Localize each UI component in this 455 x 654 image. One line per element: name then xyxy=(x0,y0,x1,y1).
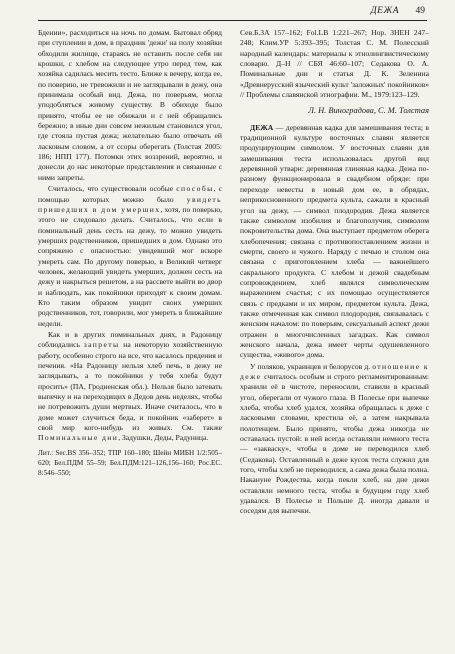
spaced-term: отношение к деже xyxy=(240,361,429,381)
page-number: 49 xyxy=(415,6,425,16)
references: Лит.: Sec.BS 356–352; ТПР 160–180; Шейн МИБН 1/2:505–620; Бел.ПДМ 55–59; Бел.ПДМ:121–126,156–160; Рос.ЕС. 8:546–550; xyxy=(38,448,222,477)
paragraph: Считалось, что существовали особые способы, с помощью которых можно было увидеть пришедших в дом умерших, хотя, по поверью, этого не следовало делать. Считалось, что если в поминальный день сесть на дежу, то можно увидеть умерших родственников, пришедших в дом. Однако это сопряжено с опасностью: увидевший мог вскоре умереть сам. По другому поверью, в Великий четверг человек, желающий увидеть умерших, должен сесть на дежу и накрыться решетом, а на рассвете выйти во двор и наблюдать, как покойники приходят к своим домам. Кто таким образом увидит своих умерших родственников, тот, говорили, мог умереть в ближайшие недели. xyxy=(38,184,223,328)
entry-definition: — деревянная кадка для замешивания теста; в традиционной культуре восточных славян является продуцирующим символом. У восточных славян для замешивания теста использовалась другой вид деревянной утвари: деревянная глиняная кадка. Дежа по-разному функционировала в свадебном обряде: при переходе невесты в новый дом ее, в обрядах, неприкосновенного предмета культа, сажали в красный угол на дежу, — символ плодородия. Дежа является также символом изобилия и благополучия, символом покровительства дома. Она выступает предметом оберега хлебопечения; связана с противопоставлением жизни и смерти, своего и чужого. Наряду с печью и столом она связана с приготовлением хлеба — важнейшего сакрального продукта. С хлебом и дежой свадебным сопровождением, хлеб являлся символическим выражением счастья; с их помощью осуществляется связь с предками и их миром, предметом культа. Дежа, также отмеченная как символ плодородия, связывалась с женским началом: по поверьям, сексуальный аспект дежи отражен в многочисленных загадках. Как символ женского начала, дежа имеет черты одушевленного существа, «живого» дома. xyxy=(240,122,429,360)
spaced-term: способы xyxy=(176,184,214,194)
text-run: Как и в других поминальных днях, в Радоницу соблюдались xyxy=(38,329,222,350)
spaced-term: увидеть пришедших в дом умерших xyxy=(38,194,223,214)
text-run: хотя, по поверью, этого не следовало делать. Считалось, что если в поминальный день сесть на дежу, то можно увидеть умерших родственников, пришедших в дом. Однако это сопряжено с опасностью: увидевший мог вскоре умереть сам. По другому поверью, в Великий четверг человек, желающий увидеть умерших, должен сесть на дежу и накрыться решетом, а на рассвете выйти во двор и наблюдать, как покойники приходят к своим домам. Кто таким образом увидит своих умерших родственников, тот, говорили, мог умереть в ближайшие недели. xyxy=(38,204,223,328)
text-run: что существовали особые xyxy=(87,184,174,194)
left-column xyxy=(38,28,222,478)
text-run: Считалось, xyxy=(48,184,85,194)
text-run: , Задушки, Деды, Радуница. xyxy=(118,433,209,443)
text-run: У поляков, украинцев и белорусов д. xyxy=(250,361,371,371)
entry-paragraph xyxy=(240,123,429,361)
paragraph: Бдении», расходиться на ночь по домам. Бытовал обряд при ступлении в дом, в праздник 'дежи' на полу хозяйки обходили жилище, стараясь не оставить после себя ни крошки, с хлебом на следующее утро перед тем, как хозяйка садилась месить тесто. Ближе к вечеру, когда ее, по поверию, не тревожили и не заглядывали в дежу, она принимала особый вид. Дежа, по поверьям, могла уподобляться живому существу. В обиходе было принято, чтобы ее не обижали и с ней обращались бережно; в иные дни совсем нежилым становился угол, где стояла пустая дежа; желательно было отвечать ей ласковым словом, а от ссоры оберегать (Толстая 2005: 186; НПП 177). Потомки этих воззрений, вероятно, и донесли до нас некоторые представления и связанные с ними запреты. xyxy=(38,28,222,182)
running-head-title: ДЕЖА xyxy=(370,6,399,16)
text-run: с помощью которых можно было xyxy=(38,184,222,204)
article-authors: Л. Н. Виноградова, С. М. Толстая xyxy=(308,106,429,116)
spaced-term: Поминальные дни xyxy=(38,433,119,443)
text-run: считалось особым и строго регламентированным: хранили её в чистоте, переносили, ставили в красный угол, оберегали от чужого глаза. В Полесье при выпечке хлеба, чтобы хлеб удался, хозяйка обращалась к деже с ласковыми словами, крестила её, а затем накрывала полотенцем. Было принято, чтобы дежа никогда не оставалась пустой: в ней всегда оставляли немного теста — «закваску», чтобы в доме не переводился хлеб (Седакова). Оставленный в деже кусок теста служил для того, чтобы хлеб не переводился, а сама дежа была полна. Накануне Рождества, когда пекли хлеб, на дне дежи оставляли немного теста, чтобы в будущем году хлеб удавался. В Полесье и Польше Д. иногда давали и соседям для выпечки. xyxy=(240,372,429,516)
text-run: на некоторую хозяйственную работу, особенно строго на все, что касалось прядения и печения. «На Радоницу нельзя хлеб печь, в дежу не заглядывать, а то покойники у тебя хлеба будут просить» (ПА, Гродненская обл.). Нельзя было затевать выпечку и на переходящих в Дедов день неделях, чтобы не потревожить души мертвых. Иначе считалось, что в доме может случиться беда, и покойник «заберет» в свой мир кого-нибудь из живых. См. также xyxy=(38,340,222,433)
entry-headword: ДЕЖА xyxy=(250,122,274,132)
right-column xyxy=(240,28,429,517)
references-continued: Сев.Б.ЗА 157–162; Fol.LB 1:221–267; Нор. ЗНЕН 247–248; Клим.УР 5:393–395; Толстая С. М. Полесский народный календарь: материалы к этнолингвистическому словарю. Д–Н // СБЯ 46:60–107; Седакова О. А. Поминальные дни и статья Д. К. Зеленина «Древнерусский языческий культ 'заложных' покойников» // Проблемы славянской этнографии. М., 1979:123–129. xyxy=(240,28,429,100)
paragraph xyxy=(38,330,222,444)
header-rule xyxy=(38,20,427,21)
paragraph xyxy=(240,362,429,517)
spaced-term: запреты xyxy=(83,340,120,350)
